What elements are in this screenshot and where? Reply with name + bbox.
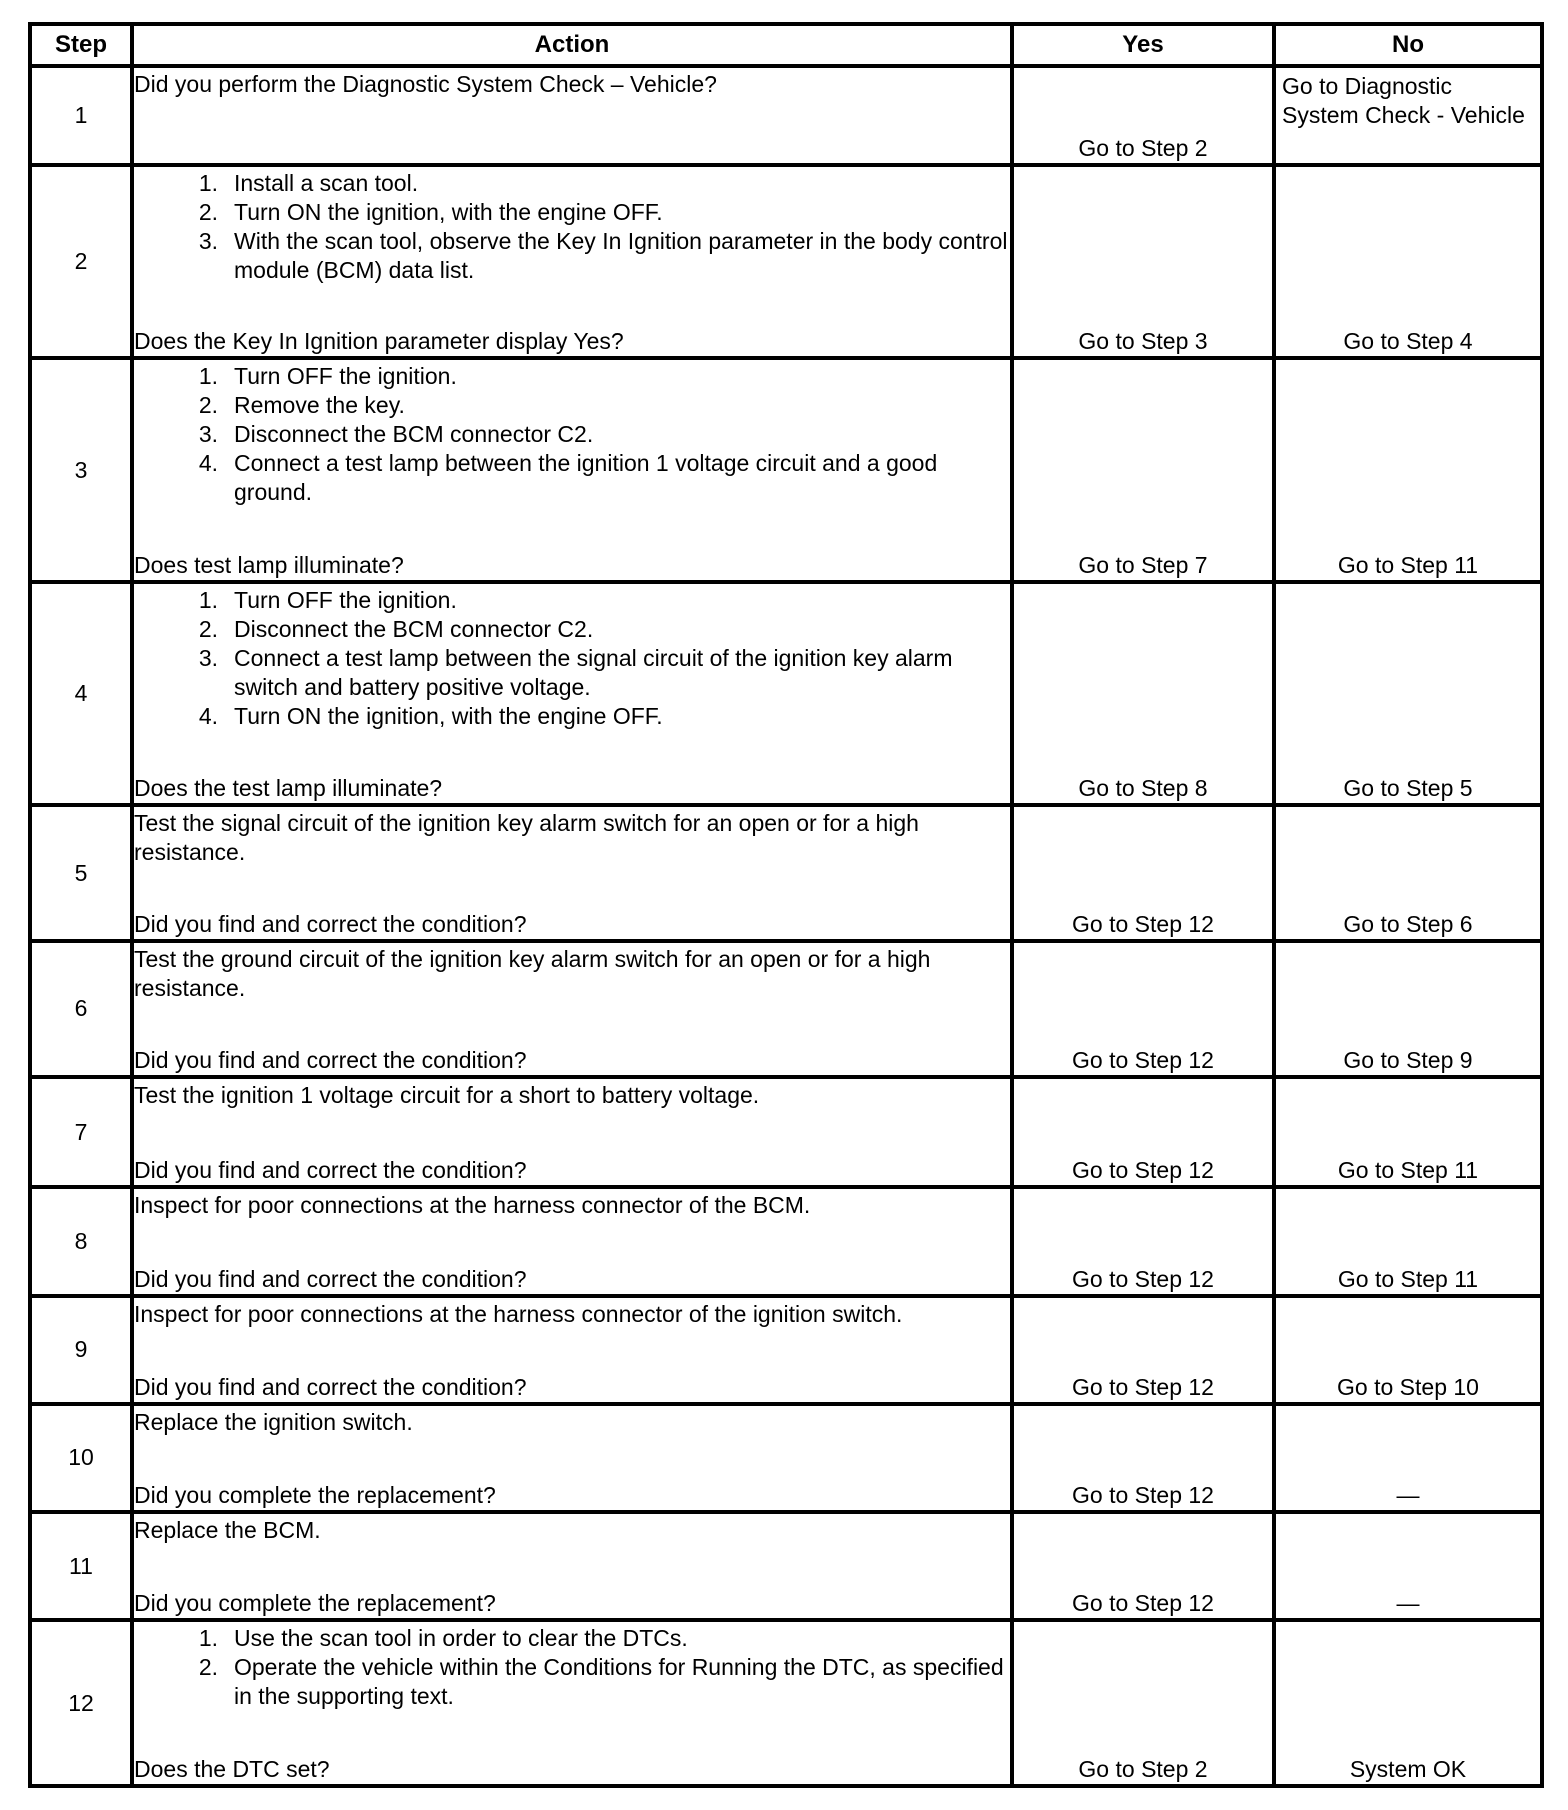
no-result: Go to Step 5 xyxy=(1274,582,1542,805)
action-text: Did you perform the Diagnostic System Check – Vehicle? xyxy=(134,71,717,97)
yes-result: Go to Step 8 xyxy=(1012,582,1274,805)
list-item-number: 4. xyxy=(198,702,218,729)
list-item-text: Connect a test lamp between the ignition 1 voltage circuit and a good ground. xyxy=(234,450,938,506)
table-row xyxy=(30,1620,1542,1786)
list-item-text: Operate the vehicle within the Conditions for Running the DTC, as specified in the supporting text. xyxy=(234,1654,1004,1710)
action-content xyxy=(134,1622,1010,1784)
list-item-text: Turn ON the ignition, with the engine OFF. xyxy=(234,199,663,225)
step-number: 6 xyxy=(30,941,132,1077)
no-result: Go to Step 6 xyxy=(1274,805,1542,941)
action-content xyxy=(134,1079,1010,1186)
list-item xyxy=(134,1653,1010,1711)
action-instructions xyxy=(134,1189,1010,1256)
no-result: Go to Step 11 xyxy=(1274,1187,1542,1295)
step-number: 10 xyxy=(30,1404,132,1512)
action-content xyxy=(134,167,1010,356)
yes-result: Go to Step 3 xyxy=(1012,165,1274,358)
action-text: Test the ground circuit of the ignition key alarm switch for an open or for a high resistance. xyxy=(134,945,931,1001)
action-instructions xyxy=(134,1406,1010,1473)
action-question: Did you find and correct the condition? xyxy=(134,910,527,937)
list-item-text: Turn OFF the ignition. xyxy=(234,586,457,613)
no-result: — xyxy=(1274,1512,1542,1620)
action-text: Replace the ignition switch. xyxy=(134,1408,413,1435)
action-instructions xyxy=(134,360,1010,542)
yes-result: Go to Step 12 xyxy=(1012,941,1274,1077)
no-result: — xyxy=(1274,1404,1542,1512)
table-row xyxy=(30,358,1542,581)
instruction-list xyxy=(134,586,1010,731)
action-instructions xyxy=(134,943,1010,1038)
no-result: Go to Diagnostic System Check - Vehicle xyxy=(1274,66,1542,165)
list-item xyxy=(134,420,1010,449)
list-item-number: 2. xyxy=(198,199,218,225)
header-row xyxy=(30,24,1542,66)
yes-result: Go to Step 2 xyxy=(1012,66,1274,165)
table-row xyxy=(30,165,1542,358)
table-row xyxy=(30,1077,1542,1188)
yes-result: Go to Step 7 xyxy=(1012,358,1274,581)
list-item-text: Remove the key. xyxy=(234,392,405,419)
action-instructions xyxy=(134,1079,1010,1149)
list-item-number: 3. xyxy=(198,228,218,254)
yes-result: Go to Step 12 xyxy=(1012,1187,1274,1295)
yes-result: Go to Step 12 xyxy=(1012,1077,1274,1188)
no-result: Go to Step 4 xyxy=(1274,165,1542,358)
action-instructions xyxy=(134,1298,1010,1365)
action-question: Did you complete the replacement? xyxy=(134,1481,496,1508)
header-yes: Yes xyxy=(1012,24,1274,66)
list-item xyxy=(134,644,1010,702)
action-cell xyxy=(132,1296,1012,1404)
step-number: 7 xyxy=(30,1077,132,1188)
action-cell xyxy=(132,1077,1012,1188)
action-cell xyxy=(132,1620,1012,1786)
list-item-text: Install a scan tool. xyxy=(234,170,419,196)
action-text: Test the signal circuit of the ignition key alarm switch for an open or for a high resistance. xyxy=(134,810,919,866)
action-content xyxy=(134,68,1010,163)
step-number: 11 xyxy=(30,1512,132,1620)
list-item xyxy=(134,391,1010,420)
instruction-list xyxy=(134,169,1010,285)
no-result: Go to Step 9 xyxy=(1274,941,1542,1077)
action-cell xyxy=(132,805,1012,941)
action-content xyxy=(134,807,1010,939)
step-number: 4 xyxy=(30,582,132,805)
action-instructions xyxy=(134,584,1010,766)
action-instructions xyxy=(134,68,1010,163)
action-question: Does test lamp illuminate? xyxy=(134,551,404,578)
action-question: Did you find and correct the condition? xyxy=(134,1046,527,1073)
yes-result: Go to Step 12 xyxy=(1012,1296,1274,1404)
instruction-list xyxy=(134,1624,1010,1711)
action-question: Does the test lamp illuminate? xyxy=(134,775,443,802)
action-cell xyxy=(132,165,1012,358)
no-result: Go to Step 11 xyxy=(1274,1077,1542,1188)
list-item xyxy=(134,1624,1010,1653)
action-cell xyxy=(132,582,1012,805)
table-row xyxy=(30,582,1542,805)
list-item-text: Connect a test lamp between the signal circuit of the ignition key alarm switch and battery positive voltage. xyxy=(234,644,953,700)
list-item xyxy=(134,586,1010,615)
action-instructions xyxy=(134,1622,1010,1747)
action-instructions xyxy=(134,167,1010,319)
list-item-text: Use the scan tool in order to clear the DTCs. xyxy=(234,1625,688,1652)
action-question: Did you find and correct the condition? xyxy=(134,1265,527,1292)
action-cell xyxy=(132,1187,1012,1295)
table-row xyxy=(30,1404,1542,1512)
header-action: Action xyxy=(132,24,1012,66)
action-content xyxy=(134,360,1010,579)
table-row xyxy=(30,66,1542,165)
list-item-number: 1. xyxy=(198,586,218,613)
list-item-number: 3. xyxy=(198,421,218,448)
action-text: Replace the BCM. xyxy=(134,1516,321,1543)
action-content xyxy=(134,1406,1010,1510)
list-item xyxy=(134,169,1010,198)
action-content xyxy=(134,584,1010,803)
action-content xyxy=(134,1298,1010,1402)
action-question: Did you complete the replacement? xyxy=(134,1590,496,1617)
action-cell xyxy=(132,358,1012,581)
table-row xyxy=(30,1296,1542,1404)
yes-result: Go to Step 12 xyxy=(1012,805,1274,941)
step-number: 12 xyxy=(30,1620,132,1786)
action-content xyxy=(134,1514,1010,1618)
list-item-text: Turn OFF the ignition. xyxy=(234,363,457,390)
table-row xyxy=(30,805,1542,941)
action-text: Inspect for poor connections at the harness connector of the ignition switch. xyxy=(134,1300,903,1327)
list-item-number: 1. xyxy=(198,363,218,390)
yes-result: Go to Step 12 xyxy=(1012,1512,1274,1620)
table-row xyxy=(30,941,1542,1077)
table-body xyxy=(30,66,1542,1786)
table-row xyxy=(30,1512,1542,1620)
instruction-list xyxy=(134,362,1010,507)
list-item xyxy=(134,227,1010,285)
action-cell xyxy=(132,66,1012,165)
step-number: 1 xyxy=(30,66,132,165)
header-step: Step xyxy=(30,24,132,66)
action-question: Did you find and correct the condition? xyxy=(134,1157,527,1184)
list-item xyxy=(134,449,1010,507)
step-number: 3 xyxy=(30,358,132,581)
list-item xyxy=(134,702,1010,731)
action-question: Did you find and correct the condition? xyxy=(134,1373,527,1400)
list-item-text: Disconnect the BCM connector C2. xyxy=(234,615,594,642)
no-result: Go to Step 10 xyxy=(1274,1296,1542,1404)
list-item-number: 2. xyxy=(198,392,218,419)
step-number: 2 xyxy=(30,165,132,358)
action-cell xyxy=(132,1404,1012,1512)
list-item-text: Disconnect the BCM connector C2. xyxy=(234,421,594,448)
action-question: Does the DTC set? xyxy=(134,1756,330,1782)
table-row xyxy=(30,1187,1542,1295)
action-cell xyxy=(132,1512,1012,1620)
step-number: 9 xyxy=(30,1296,132,1404)
action-question: Does the Key In Ignition parameter display Yes? xyxy=(134,328,624,355)
list-item xyxy=(134,198,1010,227)
action-content xyxy=(134,943,1010,1075)
no-result: System OK xyxy=(1274,1620,1542,1786)
step-number: 5 xyxy=(30,805,132,941)
list-item-number: 3. xyxy=(198,644,218,671)
list-item-number: 2. xyxy=(198,615,218,642)
list-item-number: 4. xyxy=(198,450,218,477)
list-item-number: 1. xyxy=(198,170,218,196)
list-item-text: With the scan tool, observe the Key In Ignition parameter in the body control module (BCM) data list. xyxy=(234,228,1008,283)
action-text: Inspect for poor connections at the harness connector of the BCM. xyxy=(134,1192,811,1219)
list-item xyxy=(134,362,1010,391)
list-item-number: 2. xyxy=(198,1654,218,1681)
yes-result: Go to Step 2 xyxy=(1012,1620,1274,1786)
action-content xyxy=(134,1189,1010,1293)
yes-result: Go to Step 12 xyxy=(1012,1404,1274,1512)
list-item-text: Turn ON the ignition, with the engine OFF. xyxy=(234,702,663,729)
action-instructions xyxy=(134,807,1010,902)
diagnostic-table xyxy=(28,22,1544,1788)
header-no: No xyxy=(1274,24,1542,66)
action-text: Test the ignition 1 voltage circuit for a short to battery voltage. xyxy=(134,1081,760,1108)
action-cell xyxy=(132,941,1012,1077)
action-instructions xyxy=(134,1514,1010,1581)
no-result: Go to Step 11 xyxy=(1274,358,1542,581)
step-number: 8 xyxy=(30,1187,132,1295)
list-item-number: 1. xyxy=(198,1625,218,1652)
list-item xyxy=(134,615,1010,644)
